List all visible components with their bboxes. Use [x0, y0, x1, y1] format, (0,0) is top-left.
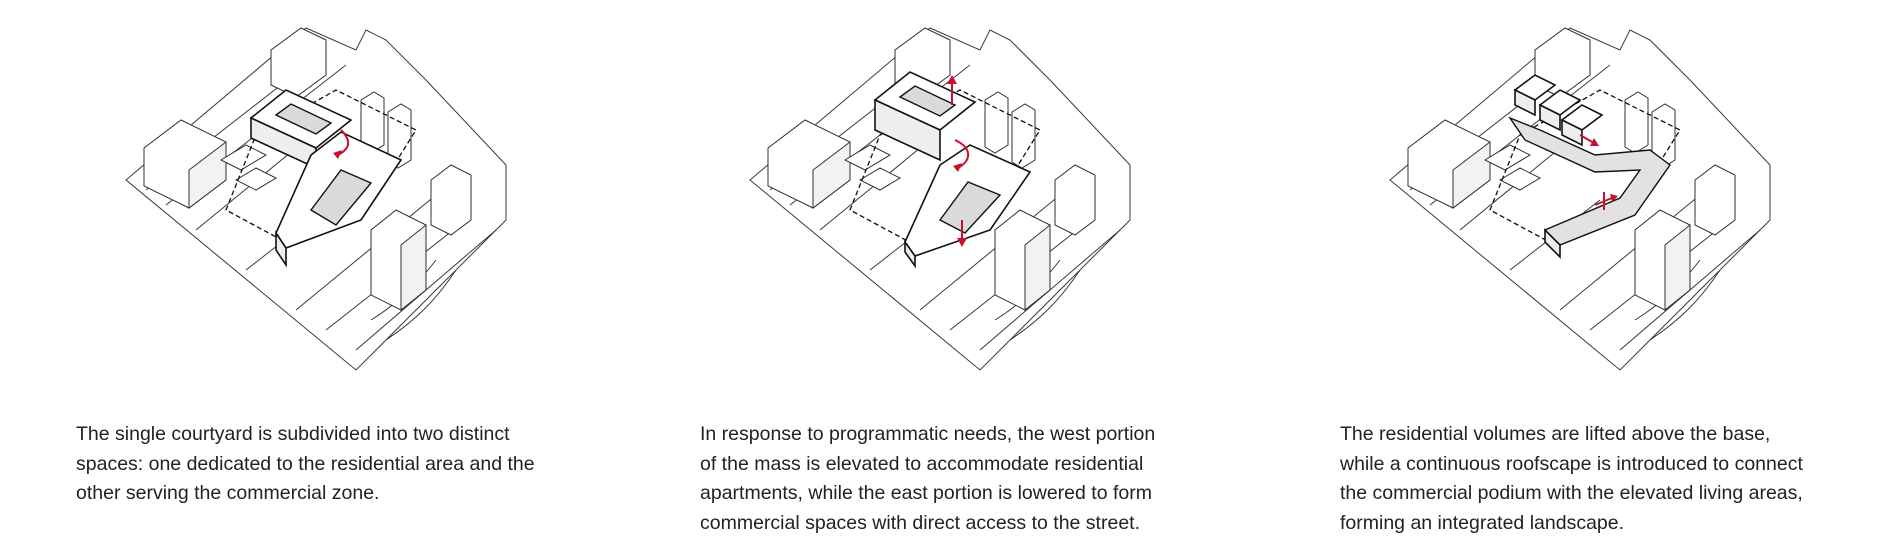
context-buildings [1408, 28, 1735, 310]
panel-2 [700, 0, 1220, 536]
context-buildings [768, 28, 1095, 310]
panel-1 [76, 0, 596, 536]
elevated-west-mass [875, 72, 975, 160]
caption-2: In response to programmatic needs, the west portion of the mass is elevated to accommodate residential apartments, while the east portion is lowered to form commercial spaces with direct access to the street. [700, 423, 1156, 534]
massing-diagram-1 [126, 20, 626, 390]
caption-1: The single courtyard is subdivided into two distinct spaces: one dedicated to the residential area and the other serving the commercial zone. [76, 423, 535, 504]
caption-3: The residential volumes are lifted above the base, while a continuous roofscape is introduced to connect the commercial podium with the elevated living areas, forming an integrated landscape. [1340, 423, 1803, 534]
panel-3 [1340, 0, 1860, 536]
massing-diagram-2 [750, 20, 1250, 390]
massing-diagram-3 [1390, 20, 1890, 390]
